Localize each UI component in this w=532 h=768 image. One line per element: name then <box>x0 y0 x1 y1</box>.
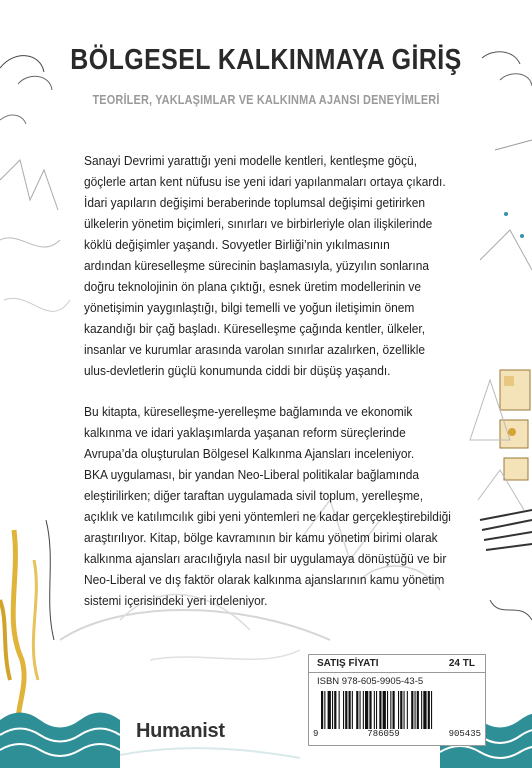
barcode-bar <box>390 691 391 729</box>
barcode-bar <box>360 691 361 729</box>
barcode-bar <box>334 691 336 729</box>
barcode-bar <box>356 691 358 729</box>
blurb-line: araştırılıyor. Kitap, bölge kavramının bir kamu yönetim birimi olarak <box>84 530 438 545</box>
blurb-line: göçlerle artan kent nüfusu ise yeni idari yapılanmaları ortaya çıkardı. <box>84 174 446 189</box>
barcode-bar <box>328 691 331 729</box>
price-value: 24 TL <box>448 658 475 669</box>
barcode-digits <box>313 729 481 739</box>
barcode-bar <box>387 691 388 729</box>
barcode-digit-left: 9 <box>313 729 319 739</box>
barcode-bar <box>343 691 344 729</box>
book-title: BÖLGESEL KALKINMAYA GİRİŞ <box>70 44 462 76</box>
barcode-bar <box>400 691 402 729</box>
blurb-line: BKA uygulaması, bir yandan Neo-Liberal politikalar bağlamında <box>84 467 420 482</box>
barcode-bar <box>369 691 371 729</box>
blurb-line: Bu kitapta, küreselleşme-yerelleşme bağlamında ve ekonomik <box>84 404 413 419</box>
barcode-bar <box>404 691 405 729</box>
blurb-line: ardından küreselleşme sürecinin başlamasıyla, yüzyılın sonlarına <box>84 258 430 273</box>
price-divider <box>309 672 485 673</box>
barcode-bar <box>339 691 340 729</box>
barcode-bar <box>374 691 375 729</box>
barcode-bar <box>383 691 386 729</box>
blurb-line: insanlar ve kurumlar arasında varolan sınırlar azalırken, özellikle <box>84 342 426 357</box>
barcode-bar <box>421 691 422 729</box>
blurb-line: Neo-Liberal ve dış faktör olarak kalkınma ajanslarının kamu yönetim <box>84 572 445 587</box>
barcode-bar <box>321 691 323 729</box>
barcode-bar <box>393 691 395 729</box>
barcode-digit-right: 905435 <box>448 729 481 739</box>
blurb-line: sistemi içerisindeki yeri irdeleniyor. <box>84 593 268 608</box>
barcode-bar <box>352 691 353 729</box>
barcode-bar <box>407 691 408 729</box>
barcode-bar <box>376 691 377 729</box>
blurb-paragraph-2 <box>84 401 465 611</box>
barcode-bar <box>332 691 333 729</box>
barcode-bar <box>431 691 432 729</box>
price-barcode-box <box>308 654 486 746</box>
blurb-line: İdari yapıların değişimi beraberinde toplumsal değişimi getirirken <box>84 195 426 210</box>
barcode-bar <box>398 691 399 729</box>
blurb-line: kalkınma ajansları aracılığıyla nasıl bir uygulamaya dönüştüğü ve bir <box>84 551 447 566</box>
barcode-bar <box>345 691 347 729</box>
publisher-logo: Humanist <box>136 720 225 742</box>
price-label: SATIŞ FİYATI <box>317 658 379 669</box>
barcode-bar <box>411 691 413 729</box>
barcode-digit-middle: 786059 <box>367 729 400 739</box>
blurb-line: ulus-devletlerin güçlü konumunda ciddi bir düşüş yaşandı. <box>84 363 391 378</box>
blurb-line: ülkelerin yönetim biçimleri, sınırları ve birbirleriyle olan ilişkilerinde <box>84 216 433 231</box>
blurb-line: kazandığı bir çağ başladı. Küreselleşme çağında kentler, ülkeler, <box>84 321 426 336</box>
barcode-bar <box>365 691 368 729</box>
barcode-bar <box>363 691 364 729</box>
blurb-line: Avrupa’da oluşturulan Bölgesel Kalkınma Ajansları inceleniyor. <box>84 446 415 461</box>
isbn-number: ISBN 978-605-9905-43-5 <box>317 676 424 687</box>
blurb-line: yönetişimin yaygınlaştığı, bilgi temelli ve yoğun iletişimin önem <box>84 300 415 315</box>
barcode-bar <box>423 691 426 729</box>
blurb-paragraph-1 <box>84 150 465 381</box>
book-subtitle: TEORİLER, YAKLAŞIMLAR VE KALKINMA AJANSI DENEYİMLERİ <box>92 92 440 107</box>
barcode <box>317 691 477 729</box>
barcode-bar <box>349 691 351 729</box>
barcode-bar <box>379 691 381 729</box>
blurb-line: eleştirilirken; diğer taraftan uygulamada sivil toplum, yerelleşme, <box>84 488 424 503</box>
blurb-line: kalkınma ve idari yaklaşımlarda yaşanan reform süreçlerinde <box>84 425 406 440</box>
barcode-bar <box>417 691 419 729</box>
barcode-bar <box>415 691 416 729</box>
blurb-line: açıklık ve katılımcılık gibi yeni yöntemleri ne kadar gerçekleştirebildiği <box>84 509 451 524</box>
barcode-bar <box>428 691 430 729</box>
blurb-line: köklü değişimler yaşandı. Sovyetler Birliği’nin yıkılmasının <box>84 237 390 252</box>
barcode-bar <box>324 691 325 729</box>
blurb-line: Sanayi Devrimi yarattığı yeni modelle kentleri, kentleşme göçü, <box>84 153 418 168</box>
blurb-line: doğru teknolojinin ön plana çıktığı, esnek üretim modellerinin ve <box>84 279 422 294</box>
